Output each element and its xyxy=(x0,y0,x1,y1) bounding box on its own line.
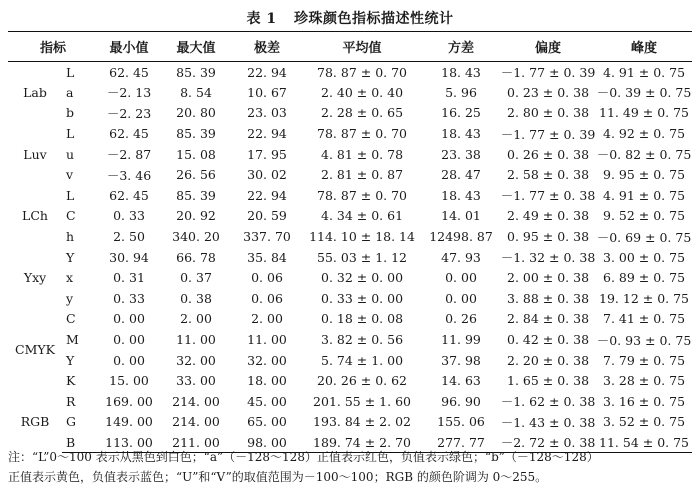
cell-mean: 78. 87 ± 0. 70 xyxy=(317,126,407,142)
cell-mean: 2. 40 ± 0. 40 xyxy=(321,84,404,100)
cell-variance: 47. 93 xyxy=(441,249,481,265)
cell-max: 66. 78 xyxy=(176,249,216,265)
group-label: CMYK xyxy=(15,342,55,358)
cell-kurtosis: 3. 28 ± 0. 75 xyxy=(603,373,686,389)
table-row xyxy=(8,123,692,144)
table-row xyxy=(8,350,692,371)
cell-component: C xyxy=(66,208,76,224)
cell-kurtosis: －0. 39 ± 0. 75 xyxy=(596,85,692,101)
table-row xyxy=(8,103,692,124)
cell-mean: 20. 26 ± 0. 62 xyxy=(317,373,407,389)
cell-min: 0. 31 xyxy=(113,270,145,286)
table-row xyxy=(8,226,692,247)
cell-min: －2. 13 xyxy=(106,85,152,101)
cell-skewness: －1. 77 ± 0. 38 xyxy=(500,188,596,204)
cell-variance: 18. 43 xyxy=(441,187,481,203)
cell-mean: 78. 87 ± 0. 70 xyxy=(317,187,407,203)
cell-skewness: 0. 26 ± 0. 38 xyxy=(507,146,590,162)
cell-max: 85. 39 xyxy=(176,126,216,142)
cell-mean: 0. 33 ± 0. 00 xyxy=(321,290,404,306)
cell-variance: 96. 90 xyxy=(441,393,481,409)
cell-max: 0. 38 xyxy=(180,290,212,306)
cell-max: 20. 92 xyxy=(176,208,216,224)
cell-min: －3. 46 xyxy=(106,167,152,183)
cell-variance: 277. 77 xyxy=(422,432,500,453)
cell-min: 62. 45 xyxy=(109,187,149,203)
cell-min: 0. 33 xyxy=(113,208,145,224)
cell-mean: 114. 10 ± 18. 14 xyxy=(309,229,415,245)
cell-kurtosis: 3. 52 ± 0. 75 xyxy=(603,414,686,430)
cell-min: 0. 00 xyxy=(113,311,145,327)
cell-kurtosis: 19. 12 ± 0. 75 xyxy=(599,290,689,306)
cell-min: －2. 23 xyxy=(106,105,152,121)
table-row xyxy=(8,82,692,103)
cell-component: L xyxy=(66,126,75,142)
cell-max: 33. 00 xyxy=(176,373,216,389)
cell-range: 45. 00 xyxy=(247,393,287,409)
cell-skewness: 0. 42 ± 0. 38 xyxy=(507,332,590,348)
note-line-2: 正值表示黄色，负值表示蓝色；“U”和“V”的取值范围为－100～100；RGB 的颜色阶调为 0～255。 xyxy=(8,470,548,484)
cell-skewness: 2. 20 ± 0. 38 xyxy=(507,352,590,368)
header-skewness: 偏度 xyxy=(500,32,596,62)
cell-skewness: 2. 49 ± 0. 38 xyxy=(507,208,590,224)
table-row xyxy=(8,288,692,309)
table-row xyxy=(8,370,692,391)
table-row xyxy=(8,185,692,206)
cell-component: b xyxy=(66,105,75,121)
cell-component: u xyxy=(66,146,75,162)
table-row xyxy=(8,247,692,268)
header-max: 最大值 xyxy=(160,32,232,62)
cell-component: h xyxy=(66,229,75,245)
note-line-1: 注：“L”0～100 表示从黑色到白色；“a”（－128～128）正值表示红色，负值表示绿色；“b”（－128～128） xyxy=(8,450,599,464)
cell-range: 22. 94 xyxy=(247,187,287,203)
cell-variance: 0. 00 xyxy=(445,270,477,286)
cell-variance: 14. 63 xyxy=(441,373,481,389)
cell-skewness: 2. 80 ± 0. 38 xyxy=(507,105,590,121)
cell-variance: 12498. 87 xyxy=(429,229,493,245)
cell-min: 113. 00 xyxy=(98,432,160,453)
cell-range: 30. 02 xyxy=(247,167,287,183)
cell-range: 11. 00 xyxy=(247,332,287,348)
cell-variance: 155. 06 xyxy=(437,414,485,430)
cell-skewness: 3. 88 ± 0. 38 xyxy=(507,290,590,306)
cell-mean: 201. 55 ± 1. 60 xyxy=(313,393,411,409)
cell-mean: 0. 18 ± 0. 08 xyxy=(321,311,404,327)
table-note xyxy=(8,447,694,487)
table-row xyxy=(8,267,692,288)
cell-max: 85. 39 xyxy=(176,187,216,203)
cell-component: v xyxy=(66,167,74,183)
cell-range: 10. 67 xyxy=(247,84,287,100)
cell-mean: 2. 28 ± 0. 65 xyxy=(321,105,404,121)
cell-mean: 4. 34 ± 0. 61 xyxy=(321,208,404,224)
cell-mean: 193. 84 ± 2. 02 xyxy=(313,414,411,430)
cell-range: 17. 95 xyxy=(247,146,287,162)
group-label: LCh xyxy=(22,208,48,224)
cell-skewness: 2. 58 ± 0. 38 xyxy=(507,167,590,183)
cell-component: y xyxy=(66,290,74,306)
cell-variance: 11. 99 xyxy=(441,332,481,348)
cell-kurtosis: －0. 93 ± 0. 75 xyxy=(596,332,692,348)
cell-kurtosis: 11. 54 ± 0. 75 xyxy=(596,432,692,453)
cell-min: －2. 87 xyxy=(106,147,152,163)
cell-variance: 5. 96 xyxy=(445,84,477,100)
cell-max: 32. 00 xyxy=(176,352,216,368)
cell-range: 337. 70 xyxy=(243,229,291,245)
cell-range: 22. 94 xyxy=(247,126,287,142)
cell-kurtosis: 4. 92 ± 0. 75 xyxy=(603,126,686,142)
header-range: 极差 xyxy=(232,32,302,62)
cell-component: R xyxy=(66,393,76,409)
cell-range: 98. 00 xyxy=(232,432,302,453)
cell-mean: 4. 81 ± 0. 78 xyxy=(321,146,404,162)
cell-skewness: 1. 65 ± 0. 38 xyxy=(507,373,590,389)
cell-min: 0. 00 xyxy=(113,352,145,368)
cell-min: 0. 00 xyxy=(113,332,145,348)
cell-range: 35. 84 xyxy=(247,249,287,265)
cell-max: 211. 00 xyxy=(160,432,232,453)
cell-min: 15. 00 xyxy=(109,373,149,389)
cell-skewness: 0. 23 ± 0. 38 xyxy=(507,84,590,100)
cell-max: 0. 37 xyxy=(180,270,212,286)
cell-skewness: －1. 77 ± 0. 39 xyxy=(500,65,596,81)
cell-variance: 0. 26 xyxy=(445,311,477,327)
cell-mean: 55. 03 ± 1. 12 xyxy=(317,249,407,265)
cell-skewness: 2. 00 ± 0. 38 xyxy=(507,270,590,286)
table-number: 表 1 xyxy=(246,11,277,27)
cell-min: 149. 00 xyxy=(105,414,153,430)
group-label: Yxy xyxy=(23,270,47,286)
cell-variance: 18. 43 xyxy=(441,126,481,142)
cell-max: 214. 00 xyxy=(172,414,220,430)
cell-skewness: －1. 77 ± 0. 39 xyxy=(500,126,596,142)
cell-mean: 78. 87 ± 0. 70 xyxy=(317,64,407,80)
cell-kurtosis: 4. 91 ± 0. 75 xyxy=(603,64,686,80)
cell-max: 214. 00 xyxy=(172,393,220,409)
cell-kurtosis: 7. 79 ± 0. 75 xyxy=(603,352,686,368)
cell-mean: 189. 74 ± 2. 70 xyxy=(302,432,422,453)
cell-component: x xyxy=(66,270,74,286)
cell-range: 32. 00 xyxy=(247,352,287,368)
cell-kurtosis: 11. 49 ± 0. 75 xyxy=(599,105,689,121)
cell-kurtosis: 3. 16 ± 0. 75 xyxy=(603,393,686,409)
cell-variance: 28. 47 xyxy=(441,167,481,183)
table-row xyxy=(8,206,692,227)
cell-component: Y xyxy=(66,352,75,368)
cell-range: 23. 03 xyxy=(247,105,287,121)
cell-skewness: －1. 62 ± 0. 38 xyxy=(500,394,596,410)
cell-min: 30. 94 xyxy=(109,249,149,265)
table-row xyxy=(8,164,692,185)
cell-kurtosis: 9. 95 ± 0. 75 xyxy=(603,167,686,183)
cell-kurtosis: 3. 00 ± 0. 75 xyxy=(603,249,686,265)
cell-skewness: －1. 43 ± 0. 38 xyxy=(500,414,596,430)
cell-range: 18. 00 xyxy=(247,373,287,389)
cell-variance: 0. 00 xyxy=(445,290,477,306)
cell-range: 0. 06 xyxy=(251,270,283,286)
cell-kurtosis: 4. 91 ± 0. 75 xyxy=(603,187,686,203)
cell-kurtosis: 9. 52 ± 0. 75 xyxy=(603,208,686,224)
statistics-table xyxy=(8,31,692,453)
cell-max: 26. 56 xyxy=(176,167,216,183)
cell-skewness: 0. 95 ± 0. 38 xyxy=(507,229,590,245)
cell-range: 20. 59 xyxy=(247,208,287,224)
cell-variance: 23. 38 xyxy=(441,146,481,162)
cell-variance: 16. 25 xyxy=(441,105,481,121)
header-variance: 方差 xyxy=(422,32,500,62)
cell-component: G xyxy=(66,414,76,430)
header-indicator: 指标 xyxy=(8,32,98,62)
cell-min: 62. 45 xyxy=(109,126,149,142)
cell-component: Y xyxy=(66,249,75,265)
cell-mean: 2. 81 ± 0. 87 xyxy=(321,167,404,183)
table-body xyxy=(8,62,692,453)
cell-range: 0. 06 xyxy=(251,290,283,306)
cell-mean: 3. 82 ± 0. 56 xyxy=(321,332,404,348)
group-label: RGB xyxy=(20,414,50,430)
cell-range: 22. 94 xyxy=(247,64,287,80)
header-kurtosis: 峰度 xyxy=(596,32,692,62)
cell-max: 11. 00 xyxy=(176,332,216,348)
header-min: 最小值 xyxy=(98,32,160,62)
cell-min: 0. 33 xyxy=(113,290,145,306)
cell-component: K xyxy=(66,373,76,389)
cell-mean: 0. 32 ± 0. 00 xyxy=(321,270,404,286)
cell-variance: 37. 98 xyxy=(441,352,481,368)
cell-min: 62. 45 xyxy=(109,64,149,80)
cell-range: 65. 00 xyxy=(247,414,287,430)
cell-skewness: －1. 32 ± 0. 38 xyxy=(500,250,596,266)
cell-mean: 5. 74 ± 1. 00 xyxy=(321,352,404,368)
cell-kurtosis: －0. 82 ± 0. 75 xyxy=(596,147,692,163)
cell-component: M xyxy=(66,332,79,348)
cell-variance: 18. 43 xyxy=(441,64,481,80)
table-row xyxy=(8,391,692,412)
table-row xyxy=(8,329,692,350)
cell-component: a xyxy=(66,84,74,100)
table-row xyxy=(8,309,692,330)
cell-component: L xyxy=(66,187,75,203)
cell-skewness: 2. 84 ± 0. 38 xyxy=(507,311,590,327)
cell-max: 20. 80 xyxy=(176,105,216,121)
cell-max: 2. 00 xyxy=(180,311,212,327)
cell-range: 2. 00 xyxy=(251,311,283,327)
table-title: 珍珠颜色指标描述性统计 xyxy=(294,11,454,27)
cell-max: 85. 39 xyxy=(176,64,216,80)
group-label: Lab xyxy=(23,85,47,101)
cell-max: 340. 20 xyxy=(172,229,220,245)
group-label: Luv xyxy=(23,146,47,162)
cell-skewness: －2. 72 ± 0. 38 xyxy=(500,432,596,453)
header-mean: 平均值 xyxy=(302,32,422,62)
table-row xyxy=(8,62,692,83)
cell-max: 15. 08 xyxy=(176,146,216,162)
cell-variance: 14. 01 xyxy=(441,208,481,224)
cell-component: C xyxy=(66,311,76,327)
cell-component: L xyxy=(66,64,75,80)
cell-kurtosis: －0. 69 ± 0. 75 xyxy=(596,229,692,245)
table-header-row xyxy=(8,32,692,62)
table-caption xyxy=(0,8,700,28)
cell-component: B xyxy=(62,432,98,453)
cell-kurtosis: 6. 89 ± 0. 75 xyxy=(603,270,686,286)
cell-kurtosis: 7. 41 ± 0. 75 xyxy=(603,311,686,327)
cell-max: 8. 54 xyxy=(180,84,212,100)
cell-min: 2. 50 xyxy=(113,229,145,245)
cell-min: 169. 00 xyxy=(105,393,153,409)
table-row xyxy=(8,144,692,165)
table-row xyxy=(8,412,692,433)
